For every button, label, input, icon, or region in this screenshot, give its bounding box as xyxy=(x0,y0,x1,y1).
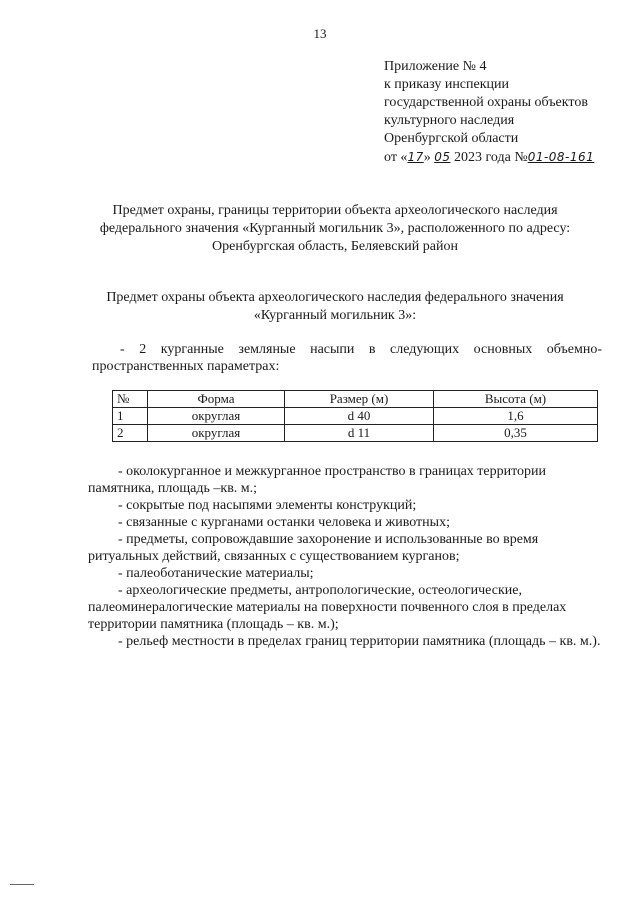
cell-height: 0,35 xyxy=(434,425,598,442)
list-item: - связанные с курганами останки человека и животных; xyxy=(118,515,450,530)
cell-height: 1,6 xyxy=(434,408,598,425)
corner-mark xyxy=(10,884,34,885)
list-item: - археологические предметы, антропологические, остеологические, палеоминералогические материалы на поверхности почвенного слоя в пределах территории памятника (площадь – кв. м.); xyxy=(88,583,567,632)
cell-form: округлая xyxy=(148,425,285,442)
appendix-line: государственной охраны объектов xyxy=(384,95,588,110)
document-title: Предмет охраны, границы территории объекта археологического наследия федерального значения «Курганный могильник 3», расположенного по адресу: Оренбургская область, Беляевский район xyxy=(99,203,571,254)
cell-number: 2 xyxy=(113,425,148,442)
date-separator: » xyxy=(423,150,431,165)
list-item: - рельеф местности в пределах границ территории памятника (площадь – кв. м.). xyxy=(118,634,601,649)
header-form: Форма xyxy=(148,391,285,408)
table-row xyxy=(113,425,598,442)
order-date-line xyxy=(384,148,594,167)
cell-form: округлая xyxy=(148,408,285,425)
appendix-line: к приказу инспекции xyxy=(384,77,510,92)
mounds-table xyxy=(112,390,598,442)
section-title: Предмет охраны объекта археологического наследия федерального значения «Курганный могильник 3»: xyxy=(106,290,564,323)
list-item: - околокурганное и межкурганное пространство в границах территории памятника, площадь –кв. м.; xyxy=(88,464,547,496)
list-item: - сокрытые под насыпями элементы конструкций; xyxy=(118,498,417,513)
date-prefix: от « xyxy=(384,150,408,165)
appendix-line: Оренбургской области xyxy=(384,131,519,146)
protection-items-list xyxy=(88,463,608,650)
order-year: 2023 года № xyxy=(454,150,528,165)
list-item: - палеоботанические материалы; xyxy=(118,566,314,581)
cell-size: d 11 xyxy=(285,425,434,442)
table-row xyxy=(113,408,598,425)
table-header-row xyxy=(113,391,598,408)
header-number: № xyxy=(113,391,148,408)
header-size: Размер (м) xyxy=(285,391,434,408)
header-height: Высота (м) xyxy=(434,391,598,408)
page-number: 13 xyxy=(313,26,327,41)
intro-paragraph: - 2 курганные земляные насыпи в следующих основных объемно-пространственных параметрах: xyxy=(92,342,602,374)
order-month: 05 xyxy=(434,150,451,164)
cell-number: 1 xyxy=(113,408,148,425)
order-number: 01-08-161 xyxy=(527,150,595,164)
appendix-line: Приложение № 4 xyxy=(384,59,487,74)
list-item: - предметы, сопровождавшие захоронение и использованные во время ритуальных действий, связанных с существованием курганов; xyxy=(88,532,539,564)
order-day: 17 xyxy=(407,150,424,164)
appendix-header xyxy=(384,58,594,167)
appendix-line: культурного наследия xyxy=(384,113,515,128)
cell-size: d 40 xyxy=(285,408,434,425)
